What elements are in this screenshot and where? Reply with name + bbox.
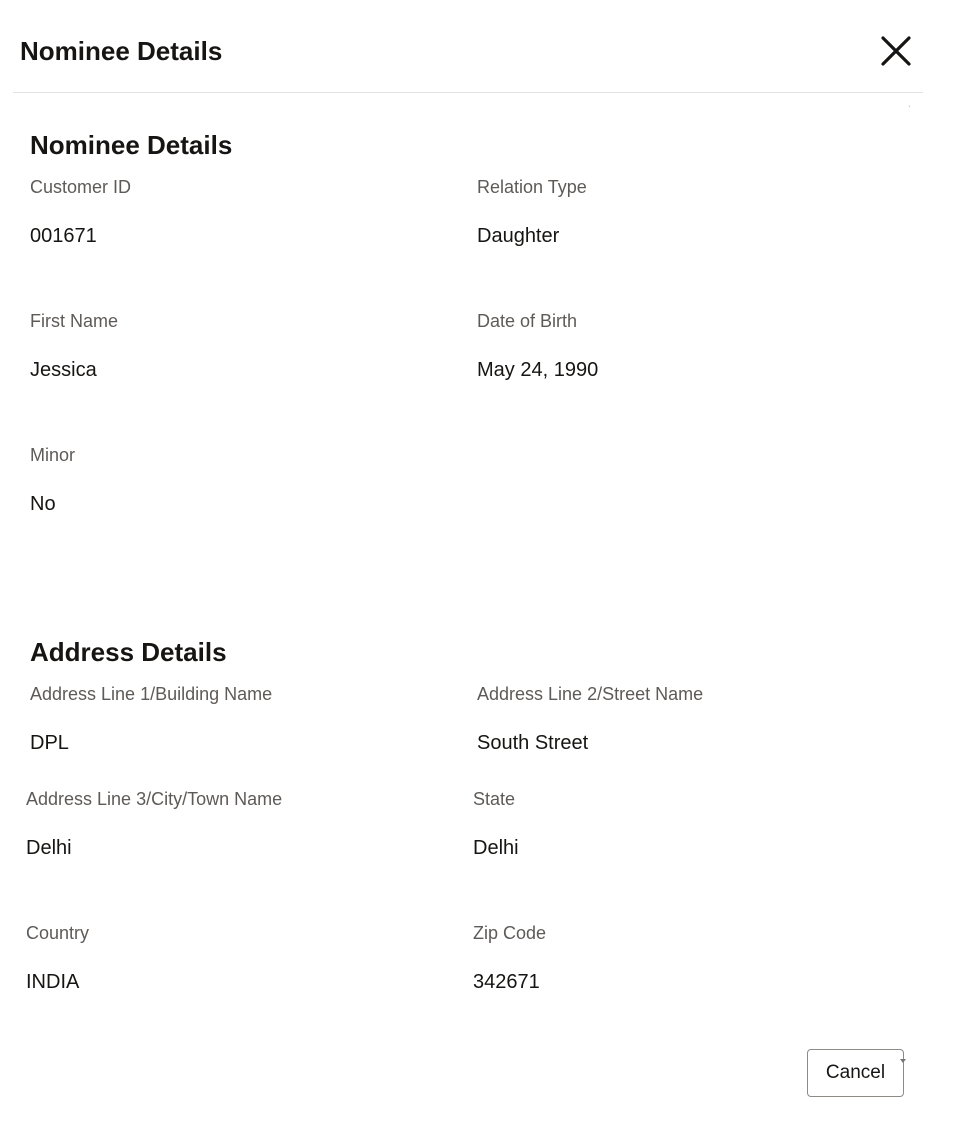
country-field: [26, 921, 446, 995]
address-line-1-field: [30, 682, 450, 756]
address-line-1-value: DPL: [30, 732, 69, 754]
scroll-indicator: ˋ: [908, 105, 911, 114]
nominee-section-title: Nominee Details: [30, 130, 233, 160]
state-label: State: [473, 789, 516, 809]
first-name-label: First Name: [30, 311, 119, 331]
caret-down-icon: [900, 1059, 906, 1063]
cancel-button[interactable]: Cancel: [807, 1049, 904, 1097]
dialog-header: [13, 0, 923, 93]
customer-id-field: [30, 175, 450, 249]
customer-id-value: 001671: [30, 225, 97, 247]
date-of-birth-label: Date of Birth: [477, 311, 578, 331]
relation-type-value: Daughter: [477, 225, 560, 247]
close-button[interactable]: [875, 30, 917, 72]
relation-type-label: Relation Type: [477, 177, 587, 197]
date-of-birth-value: May 24, 1990: [477, 359, 599, 381]
address-line-3-label: Address Line 3/City/Town Name: [26, 789, 283, 809]
zip-code-field: [473, 921, 893, 995]
dialog-title: Nominee Details: [20, 36, 223, 66]
zip-code-value: 342671: [473, 971, 540, 993]
zip-code-label: Zip Code: [473, 923, 547, 943]
first-name-value: Jessica: [30, 359, 97, 381]
country-value: INDIA: [26, 971, 80, 993]
address-line-2-value: South Street: [477, 732, 589, 754]
state-field: [473, 787, 893, 861]
minor-field: [30, 443, 450, 517]
customer-id-label: Customer ID: [30, 177, 132, 197]
address-line-3-field: [26, 787, 446, 861]
first-name-field: [30, 309, 450, 383]
relation-type-field: [477, 175, 897, 249]
close-icon: [875, 30, 917, 72]
minor-label: Minor: [30, 445, 76, 465]
country-label: Country: [26, 923, 90, 943]
minor-value: No: [30, 493, 56, 515]
date-of-birth-field: [477, 309, 897, 383]
address-line-2-field: [477, 682, 897, 756]
address-line-3-value: Delhi: [26, 837, 72, 859]
address-line-2-label: Address Line 2/Street Name: [477, 684, 704, 704]
address-section-title: Address Details: [30, 637, 227, 667]
state-value: Delhi: [473, 837, 519, 859]
address-line-1-label: Address Line 1/Building Name: [30, 684, 273, 704]
